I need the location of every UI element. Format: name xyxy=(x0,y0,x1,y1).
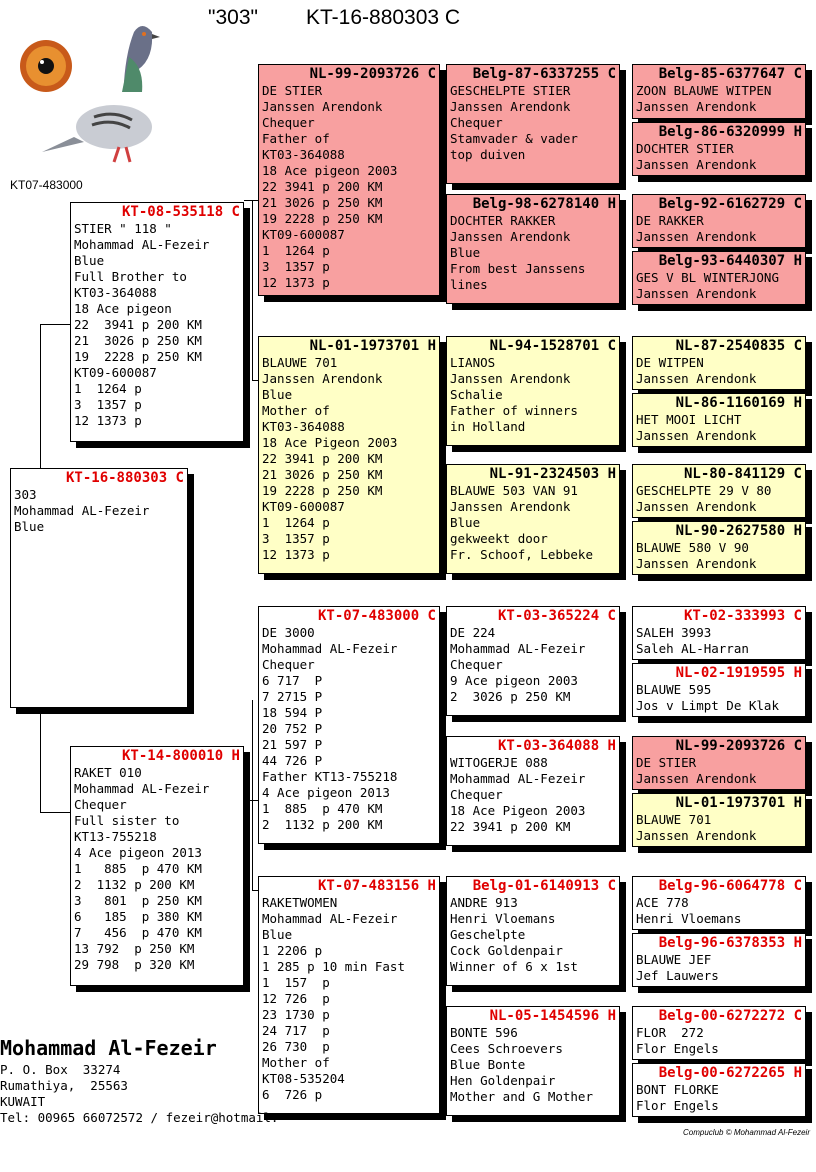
sire-sire-dam-box[interactable] xyxy=(446,194,620,304)
pedigree-line: Blue xyxy=(74,253,105,268)
ring-number: Belg-96-6064778 C xyxy=(658,878,802,894)
ring-number: NL-86-1160169 H xyxy=(675,395,802,411)
pedigree-line: Flor Engels xyxy=(636,1098,719,1113)
ancestor-box[interactable] xyxy=(632,393,806,447)
dam-dam-sire-box[interactable] xyxy=(446,876,620,986)
pedigree-line: Mohammad AL-Fezeir xyxy=(74,781,210,796)
ancestor-box[interactable] xyxy=(632,606,806,660)
connector xyxy=(440,120,441,230)
pedigree-line: Chequer xyxy=(262,115,315,130)
ring-number: Belg-87-6337255 C xyxy=(472,66,616,82)
pedigree-line: Cees Schroevers xyxy=(450,1041,563,1056)
ring-number: KT-03-365224 C xyxy=(497,608,616,624)
pedigree-line: Full sister to xyxy=(74,813,180,828)
pedigree-line: BLAUWE 595 xyxy=(636,682,712,697)
owner-address-line: P. O. Box 33274 xyxy=(0,1062,121,1077)
pedigree-line: 3 1357 p xyxy=(74,397,142,412)
ring-number: NL-05-1454596 H xyxy=(489,1008,616,1024)
pedigree-line: Janssen Arendonk xyxy=(636,771,757,786)
ancestor-box[interactable] xyxy=(632,464,806,518)
pedigree-line: Hen Goldenpair xyxy=(450,1073,556,1088)
pedigree-line: Mohammad AL-Fezeir xyxy=(74,237,210,252)
pedigree-line: DE WITPEN xyxy=(636,355,704,370)
pedigree-line: 1 2206 p xyxy=(262,943,323,958)
pedigree-line: From best Janssens xyxy=(450,261,586,276)
pedigree-line: RAKET 010 xyxy=(74,765,142,780)
ring-number: KT-02-333993 C xyxy=(683,608,802,624)
pedigree-line: DOCHTER STIER xyxy=(636,141,734,156)
pedigree-line: DE 224 xyxy=(450,625,496,640)
pedigree-line: KT13-755218 xyxy=(74,829,157,844)
pedigree-line: BONT FLORKE xyxy=(636,1082,719,1097)
pedigree-line: 19 2228 p 250 KM xyxy=(262,483,383,498)
pedigree-line: Henri Vloemans xyxy=(636,911,742,926)
pedigree-line: Winner of 6 x 1st xyxy=(450,959,578,974)
ring-number: NL-87-2540835 C xyxy=(675,338,802,354)
ancestor-box[interactable] xyxy=(632,793,806,847)
sire-sire-box[interactable] xyxy=(258,64,440,296)
pedigree-line: 21 3026 p 250 KM xyxy=(262,467,383,482)
dam-dam-dam-box[interactable] xyxy=(446,1006,620,1116)
ring-number: KT-08-535118 C xyxy=(121,204,240,220)
pedigree-line: DE RAKKER xyxy=(636,213,704,228)
pedigree-line: 18 594 P xyxy=(262,705,323,720)
pedigree-line: GESCHELPTE 29 V 80 xyxy=(636,483,772,498)
pedigree-line: 24 717 p xyxy=(262,1023,330,1038)
pedigree-line: 19 2228 p 250 KM xyxy=(262,211,383,226)
pedigree-line: DOCHTER RAKKER xyxy=(450,213,556,228)
ring-number: Belg-85-6377647 C xyxy=(658,66,802,82)
pedigree-line: Mohammad AL-Fezeir xyxy=(450,641,586,656)
pedigree-line: 4 Ace pigeon 2013 xyxy=(262,785,390,800)
ancestor-box[interactable] xyxy=(632,876,806,930)
pedigree-line: Mother of xyxy=(262,1055,330,1070)
pedigree-line: FLOR 272 xyxy=(636,1025,704,1040)
pedigree-line: LIANOS xyxy=(450,355,496,370)
pedigree-line: Geschelpte xyxy=(450,927,526,942)
ancestor-box[interactable] xyxy=(632,1006,806,1060)
pedigree-line: Stamvader & vader xyxy=(450,131,578,146)
ring-number: Belg-93-6440307 H xyxy=(658,253,802,269)
dam-dam-box[interactable] xyxy=(258,876,440,1114)
pedigree-line: 7 2715 P xyxy=(262,689,323,704)
pedigree-line: 1 885 p 470 KM xyxy=(74,861,202,876)
ring-number: Belg-86-6320999 H xyxy=(658,124,802,140)
pedigree-line: Mother of xyxy=(262,403,330,418)
ring-number: NL-90-2627580 H xyxy=(675,523,802,539)
sire-dam-box[interactable] xyxy=(258,336,440,574)
pedigree-line: 18 Ace Pigeon 2003 xyxy=(450,803,586,818)
pigeon-photo-graphic xyxy=(14,12,164,172)
pedigree-line: 3 801 p 250 KM xyxy=(74,893,202,908)
dam-sire-dam-box[interactable] xyxy=(446,736,620,846)
pedigree-line: Janssen Arendonk xyxy=(450,99,571,114)
ring-number: NL-99-2093726 C xyxy=(675,738,802,754)
pedigree-line: Father of xyxy=(262,131,330,146)
pedigree-line: Mohammad AL-Fezeir xyxy=(262,911,398,926)
pedigree-line: KT08-535204 xyxy=(262,1071,345,1086)
pedigree-line: 2 1132 p 200 KM xyxy=(74,877,195,892)
ring-number: NL-99-2093726 C xyxy=(309,66,436,82)
pedigree-line: 22 3941 p 200 KM xyxy=(74,317,202,332)
pedigree-line: KT09-600087 xyxy=(262,499,345,514)
pedigree-line: Chequer xyxy=(262,657,315,672)
pedigree-line: 1 1264 p xyxy=(74,381,142,396)
pigeon-photo xyxy=(14,12,164,172)
ring-number: Belg-00-6272265 H xyxy=(658,1065,802,1081)
ring-number: NL-80-841129 C xyxy=(683,466,802,482)
pedigree-line: 6 717 P xyxy=(262,673,323,688)
ring-number: Belg-00-6272272 C xyxy=(658,1008,802,1024)
pedigree-line: KT03-364088 xyxy=(262,419,345,434)
pedigree-line: Janssen Arendonk xyxy=(636,286,757,301)
pedigree-line: Mohammad AL-Fezeir xyxy=(262,641,398,656)
pedigree-line: ANDRE 913 xyxy=(450,895,518,910)
sire-dam-sire-box[interactable] xyxy=(446,336,620,446)
pedigree-line: DE 3000 xyxy=(262,625,315,640)
pigeon-ring-title: KT-16-880303 C xyxy=(306,6,461,29)
pedigree-line: WITOGERJE 088 xyxy=(450,755,548,770)
connector xyxy=(244,200,258,201)
dam-box[interactable] xyxy=(70,746,244,986)
dam-sire-box[interactable] xyxy=(258,606,440,844)
pedigree-line: 2 1132 p 200 KM xyxy=(262,817,383,832)
owner-contact-line: Tel: 00965 66072572 / fezeir@hotmail. xyxy=(0,1110,279,1125)
pedigree-line: Janssen Arendonk xyxy=(450,499,571,514)
pedigree-line: 26 730 p xyxy=(262,1039,330,1054)
pedigree-line: 12 1373 p xyxy=(262,547,330,562)
pedigree-line: Chequer xyxy=(450,115,503,130)
pedigree-line: 13 792 p 250 KM xyxy=(74,941,195,956)
pedigree-line: Janssen Arendonk xyxy=(636,556,757,571)
pedigree-line: Jef Lauwers xyxy=(636,968,719,983)
pedigree-line: 3 1357 p xyxy=(262,531,330,546)
pedigree-line: 1 285 p 10 min Fast xyxy=(262,959,405,974)
pedigree-line: BLAUWE 580 V 90 xyxy=(636,540,749,555)
pedigree-line: KT09-600087 xyxy=(262,227,345,242)
ancestor-box[interactable] xyxy=(632,736,806,790)
pedigree-line: Blue xyxy=(262,387,293,402)
ancestor-box[interactable] xyxy=(632,663,806,717)
pedigree-line: 4 Ace pigeon 2013 xyxy=(74,845,202,860)
pedigree-line: gekweekt door xyxy=(450,531,548,546)
connector xyxy=(252,200,253,380)
pedigree-line: 6 185 p 380 KM xyxy=(74,909,202,924)
pedigree-line: 1 1264 p xyxy=(262,515,330,530)
owner-name: Mohammad Al-Fezeir xyxy=(0,1036,217,1060)
subject-box[interactable] xyxy=(10,468,188,708)
pedigree-line: 12 1373 p xyxy=(262,275,330,290)
ancestor-box[interactable] xyxy=(632,64,806,119)
pedigree-line: Cock Goldenpair xyxy=(450,943,563,958)
pedigree-line: 303 xyxy=(14,487,37,502)
pedigree-line: 21 597 P xyxy=(262,737,323,752)
ring-number: Belg-96-6378353 H xyxy=(658,935,802,951)
pedigree-line: 21 3026 p 250 KM xyxy=(74,333,202,348)
ancestor-box[interactable] xyxy=(632,1063,806,1117)
connector xyxy=(40,812,70,813)
connector xyxy=(252,700,253,890)
pedigree-line: BONTE 596 xyxy=(450,1025,518,1040)
pedigree-line: DE STIER xyxy=(636,755,697,770)
pedigree-line: 1 1264 p xyxy=(262,243,330,258)
pedigree-line: 2 3026 p 250 KM xyxy=(450,689,571,704)
connector xyxy=(440,390,441,500)
pedigree-line: Full Brother to xyxy=(74,269,187,284)
ring-number: NL-01-1973701 H xyxy=(309,338,436,354)
pedigree-line: 44 726 P xyxy=(262,753,323,768)
pedigree-line: 9 Ace pigeon 2003 xyxy=(450,673,578,688)
pedigree-line: 22 3941 p 200 KM xyxy=(450,819,571,834)
ring-number: NL-94-1528701 C xyxy=(489,338,616,354)
pedigree-line: 1 157 p xyxy=(262,975,330,990)
ancestor-box[interactable] xyxy=(632,251,806,305)
connector xyxy=(40,708,41,812)
ring-number: Belg-01-6140913 C xyxy=(472,878,616,894)
pedigree-line: lines xyxy=(450,277,488,292)
sire-dam-dam-box[interactable] xyxy=(446,464,620,574)
pedigree-line: KT09-600087 xyxy=(74,365,157,380)
pedigree-line: Janssen Arendonk xyxy=(636,499,757,514)
connector xyxy=(244,800,258,801)
pedigree-line: Blue xyxy=(262,927,293,942)
pedigree-line: 20 752 P xyxy=(262,721,323,736)
connector xyxy=(40,324,70,325)
owner-address-line: Rumathiya, 25563 xyxy=(0,1078,128,1093)
pedigree-line: BLAUWE 701 xyxy=(262,355,338,370)
connector xyxy=(440,650,441,780)
pedigree-line: Janssen Arendonk xyxy=(636,229,757,244)
pedigree-line: Janssen Arendonk xyxy=(636,428,757,443)
pedigree-line: Blue xyxy=(450,515,481,530)
pedigree-line: Flor Engels xyxy=(636,1041,719,1056)
pedigree-line: Janssen Arendonk xyxy=(636,828,757,843)
ancestor-box[interactable] xyxy=(632,521,806,575)
pedigree-line: Blue Bonte xyxy=(450,1057,526,1072)
pedigree-line: Janssen Arendonk xyxy=(636,99,757,114)
pedigree-line: 7 456 p 470 KM xyxy=(74,925,202,940)
pedigree-line: 23 1730 p xyxy=(262,1007,330,1022)
pedigree-line: Janssen Arendonk xyxy=(450,229,571,244)
pedigree-line: Saleh AL-Harran xyxy=(636,641,749,656)
pedigree-line: Janssen Arendonk xyxy=(262,99,383,114)
pedigree-line: 29 798 p 320 KM xyxy=(74,957,195,972)
pedigree-line: 19 2228 p 250 KM xyxy=(74,349,202,364)
pedigree-line: 6 726 p xyxy=(262,1087,323,1102)
owner-address-line: KUWAIT xyxy=(0,1094,46,1109)
pedigree-line: Jos v Limpt De Klak xyxy=(636,698,779,713)
pedigree-line: HET MOOI LICHT xyxy=(636,412,742,427)
pedigree-line: Schalie xyxy=(450,387,503,402)
ancestor-box[interactable] xyxy=(632,336,806,390)
pedigree-line: Chequer xyxy=(450,787,503,802)
pedigree-line: SALEH 3993 xyxy=(636,625,712,640)
pedigree-line: Mother and G Mother xyxy=(450,1089,593,1104)
pedigree-line: Father of winners xyxy=(450,403,578,418)
pedigree-line: 18 Ace pigeon 2003 xyxy=(262,163,398,178)
pedigree-line: 3 1357 p xyxy=(262,259,330,274)
pedigree-line: Mohammad AL-Fezeir xyxy=(450,771,586,786)
pedigree-line: Chequer xyxy=(450,657,503,672)
pedigree-line: Janssen Arendonk xyxy=(262,371,383,386)
ancestor-box[interactable] xyxy=(632,194,806,248)
pedigree-line: RAKETWOMEN xyxy=(262,895,338,910)
ring-number: NL-91-2324503 H xyxy=(489,466,616,482)
pedigree-line: Chequer xyxy=(74,797,127,812)
pedigree-line: KT03-364088 xyxy=(74,285,157,300)
pedigree-line: 12 1373 p xyxy=(74,413,142,428)
pedigree-line: BLAUWE 701 xyxy=(636,812,712,827)
ring-number: NL-01-1973701 H xyxy=(675,795,802,811)
ring-number: Belg-98-6278140 H xyxy=(472,196,616,212)
pedigree-line: ZOON BLAUWE WITPEN xyxy=(636,83,772,98)
pedigree-line: GES V BL WINTERJONG xyxy=(636,270,779,285)
connector xyxy=(440,920,441,1050)
pigeon-name-title: "303" xyxy=(208,6,258,29)
pedigree-line: 1 885 p 470 KM xyxy=(262,801,383,816)
pedigree-line: Fr. Schoof, Lebbeke xyxy=(450,547,593,562)
pedigree-line: Blue xyxy=(14,519,45,534)
pedigree-line: 18 Ace Pigeon 2003 xyxy=(262,435,398,450)
pedigree-line: Janssen Arendonk xyxy=(636,371,757,386)
ancestor-box[interactable] xyxy=(632,933,806,987)
ring-number: KT-07-483000 C xyxy=(317,608,436,624)
pedigree-line: GESCHELPTE STIER xyxy=(450,83,571,98)
ring-number: KT-14-800010 H xyxy=(121,748,240,764)
pedigree-line: 22 3941 p 200 KM xyxy=(262,451,383,466)
pedigree-line: in Holland xyxy=(450,419,526,434)
ring-number: NL-02-1919595 H xyxy=(675,665,802,681)
pedigree-line: top duiven xyxy=(450,147,526,162)
pedigree-line: Blue xyxy=(450,245,481,260)
photo-ring-label: KT07-483000 xyxy=(10,178,83,192)
pedigree-line: KT03-364088 xyxy=(262,147,345,162)
pedigree-line: BLAUWE 503 VAN 91 xyxy=(450,483,578,498)
sire-box[interactable] xyxy=(70,202,244,442)
ring-number: KT-03-364088 H xyxy=(497,738,616,754)
ring-number: KT-07-483156 H xyxy=(317,878,436,894)
pedigree-line: BLAUWE JEF xyxy=(636,952,712,967)
ancestor-box[interactable] xyxy=(632,122,806,176)
pedigree-line: Janssen Arendonk xyxy=(636,157,757,172)
dam-sire-sire-box[interactable] xyxy=(446,606,620,716)
ring-number: KT-16-880303 C xyxy=(65,470,184,486)
copyright-footer: Compuclub © Mohammad Al-Fezeir xyxy=(683,1128,810,1137)
pedigree-line: 18 Ace pigeon xyxy=(74,301,172,316)
sire-sire-sire-box[interactable] xyxy=(446,64,620,184)
pedigree-line: STIER " 118 " xyxy=(74,221,172,236)
pedigree-line: DE STIER xyxy=(262,83,323,98)
connector xyxy=(40,324,41,470)
pedigree-line: 12 726 p xyxy=(262,991,330,1006)
pedigree-line: Janssen Arendonk xyxy=(450,371,571,386)
pedigree-line: Mohammad AL-Fezeir xyxy=(14,503,150,518)
pedigree-line: Henri Vloemans xyxy=(450,911,556,926)
ring-number: Belg-92-6162729 C xyxy=(658,196,802,212)
pedigree-line: 21 3026 p 250 KM xyxy=(262,195,383,210)
pedigree-line: ACE 778 xyxy=(636,895,689,910)
pedigree-line: Father KT13-755218 xyxy=(262,769,398,784)
pedigree-line: 22 3941 p 200 KM xyxy=(262,179,383,194)
